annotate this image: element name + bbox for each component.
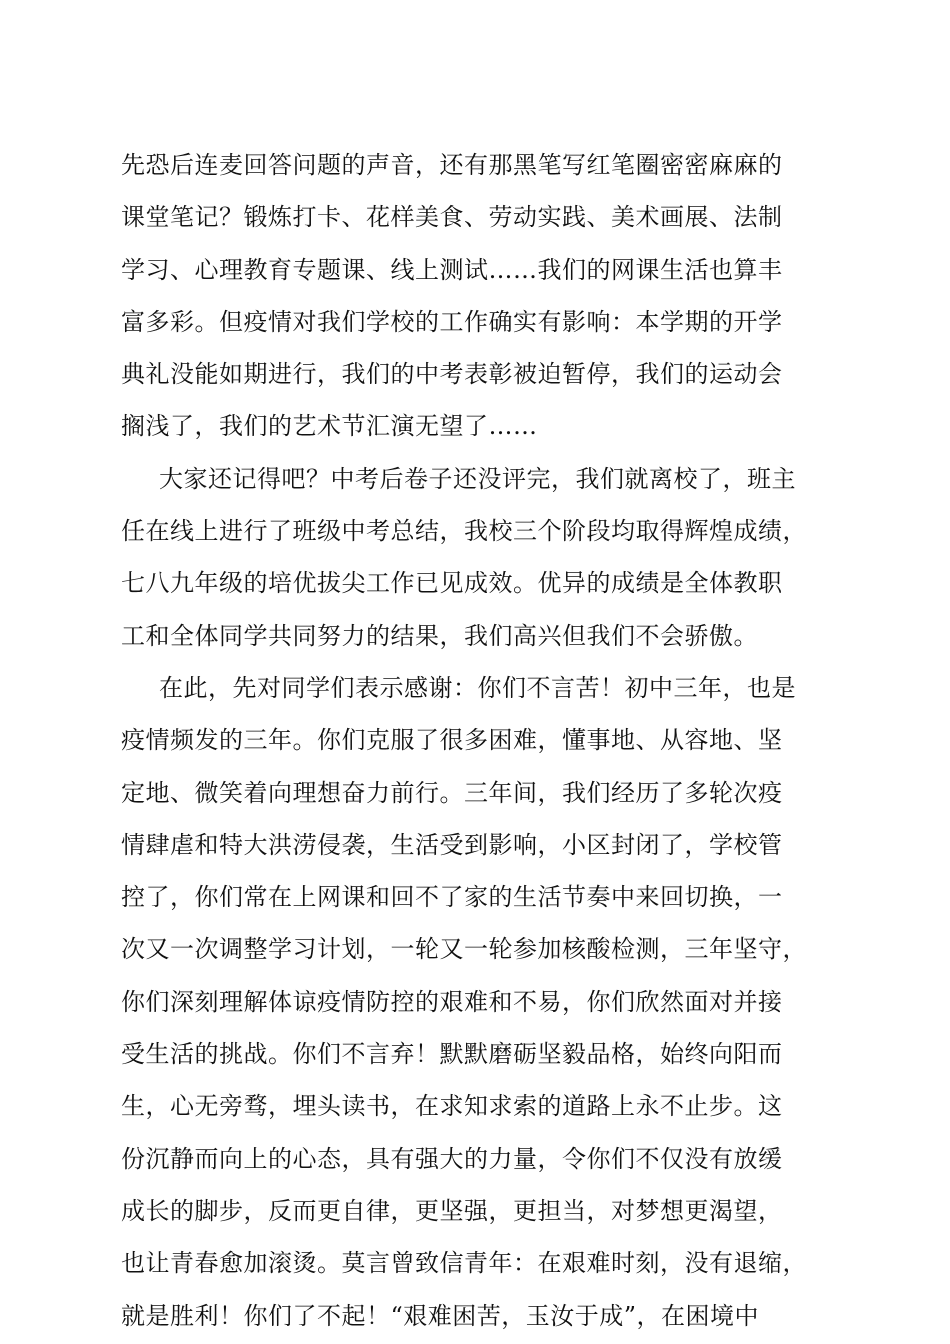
text-line: 成长的脚步，反而更自律，更坚强，更担当，对梦想更渴望， bbox=[121, 1196, 783, 1225]
text-line: 搁浅了，我们的艺术节汇演无望了…… bbox=[121, 412, 538, 441]
text-line: 学习、心理教育专题课、线上测试……我们的网课生活也算丰 bbox=[121, 255, 783, 284]
text-line: 也让青春愈加滚烫。莫言曾致信青年：在艰难时刻，没有退缩， bbox=[121, 1249, 807, 1278]
text-line: 情肆虐和特大洪涝侵袭，生活受到影响，小区封闭了，学校管 bbox=[121, 830, 783, 859]
text-line: 就是胜利！你们了不起！“艰难困苦，玉汝于成”，在困境中 bbox=[121, 1301, 760, 1330]
text-line: 工和全体同学共同努力的结果，我们高兴但我们不会骄傲。 bbox=[121, 621, 758, 650]
text-line: 份沉静而向上的心态，具有强大的力量，令你们不仅没有放缓 bbox=[121, 1144, 783, 1173]
paragraph bbox=[121, 662, 841, 1342]
text-line: 你们深刻理解体谅疫情防控的艰难和不易，你们欣然面对并接 bbox=[121, 987, 783, 1016]
text-line: 大家还记得吧？中考后卷子还没评完，我们就离校了，班主 bbox=[159, 464, 796, 493]
paragraph bbox=[121, 453, 841, 662]
text-line: 七八九年级的培优拔尖工作已见成效。优异的成绩是全体教职 bbox=[121, 569, 783, 598]
text-line: 课堂笔记？锻炼打卡、花样美食、劳动实践、美术画展、法制 bbox=[121, 203, 783, 232]
text-line: 富多彩。但疫情对我们学校的工作确实有影响：本学期的开学 bbox=[121, 307, 783, 336]
text-line: 受生活的挑战。你们不言弃！默默磨砺坚毅品格，始终向阳而 bbox=[121, 1040, 783, 1069]
text-line: 次又一次调整学习计划，一轮又一轮参加核酸检测，三年坚守， bbox=[121, 935, 807, 964]
text-line: 任在线上进行了班级中考总结，我校三个阶段均取得辉煌成绩， bbox=[121, 517, 807, 546]
document-body bbox=[121, 139, 841, 1342]
text-line: 控了，你们常在上网课和回不了家的生活节奏中来回切换，一 bbox=[121, 883, 783, 912]
text-line: 生，心无旁骛，埋头读书，在求知求索的道路上永不止步。这 bbox=[121, 1092, 783, 1121]
text-line: 先恐后连麦回答问题的声音，还有那黑笔写红笔圈密密麻麻的 bbox=[121, 151, 783, 179]
text-line: 疫情频发的三年。你们克服了很多困难，懂事地、从容地、坚 bbox=[121, 726, 783, 755]
text-line: 定地、微笑着向理想奋力前行。三年间，我们经历了多轮次疫 bbox=[121, 778, 783, 807]
paragraph bbox=[121, 139, 841, 453]
text-line: 在此，先对同学们表示感谢：你们不言苦！初中三年，也是 bbox=[159, 673, 796, 702]
text-line: 典礼没能如期进行，我们的中考表彰被迫暂停，我们的运动会 bbox=[121, 360, 783, 389]
